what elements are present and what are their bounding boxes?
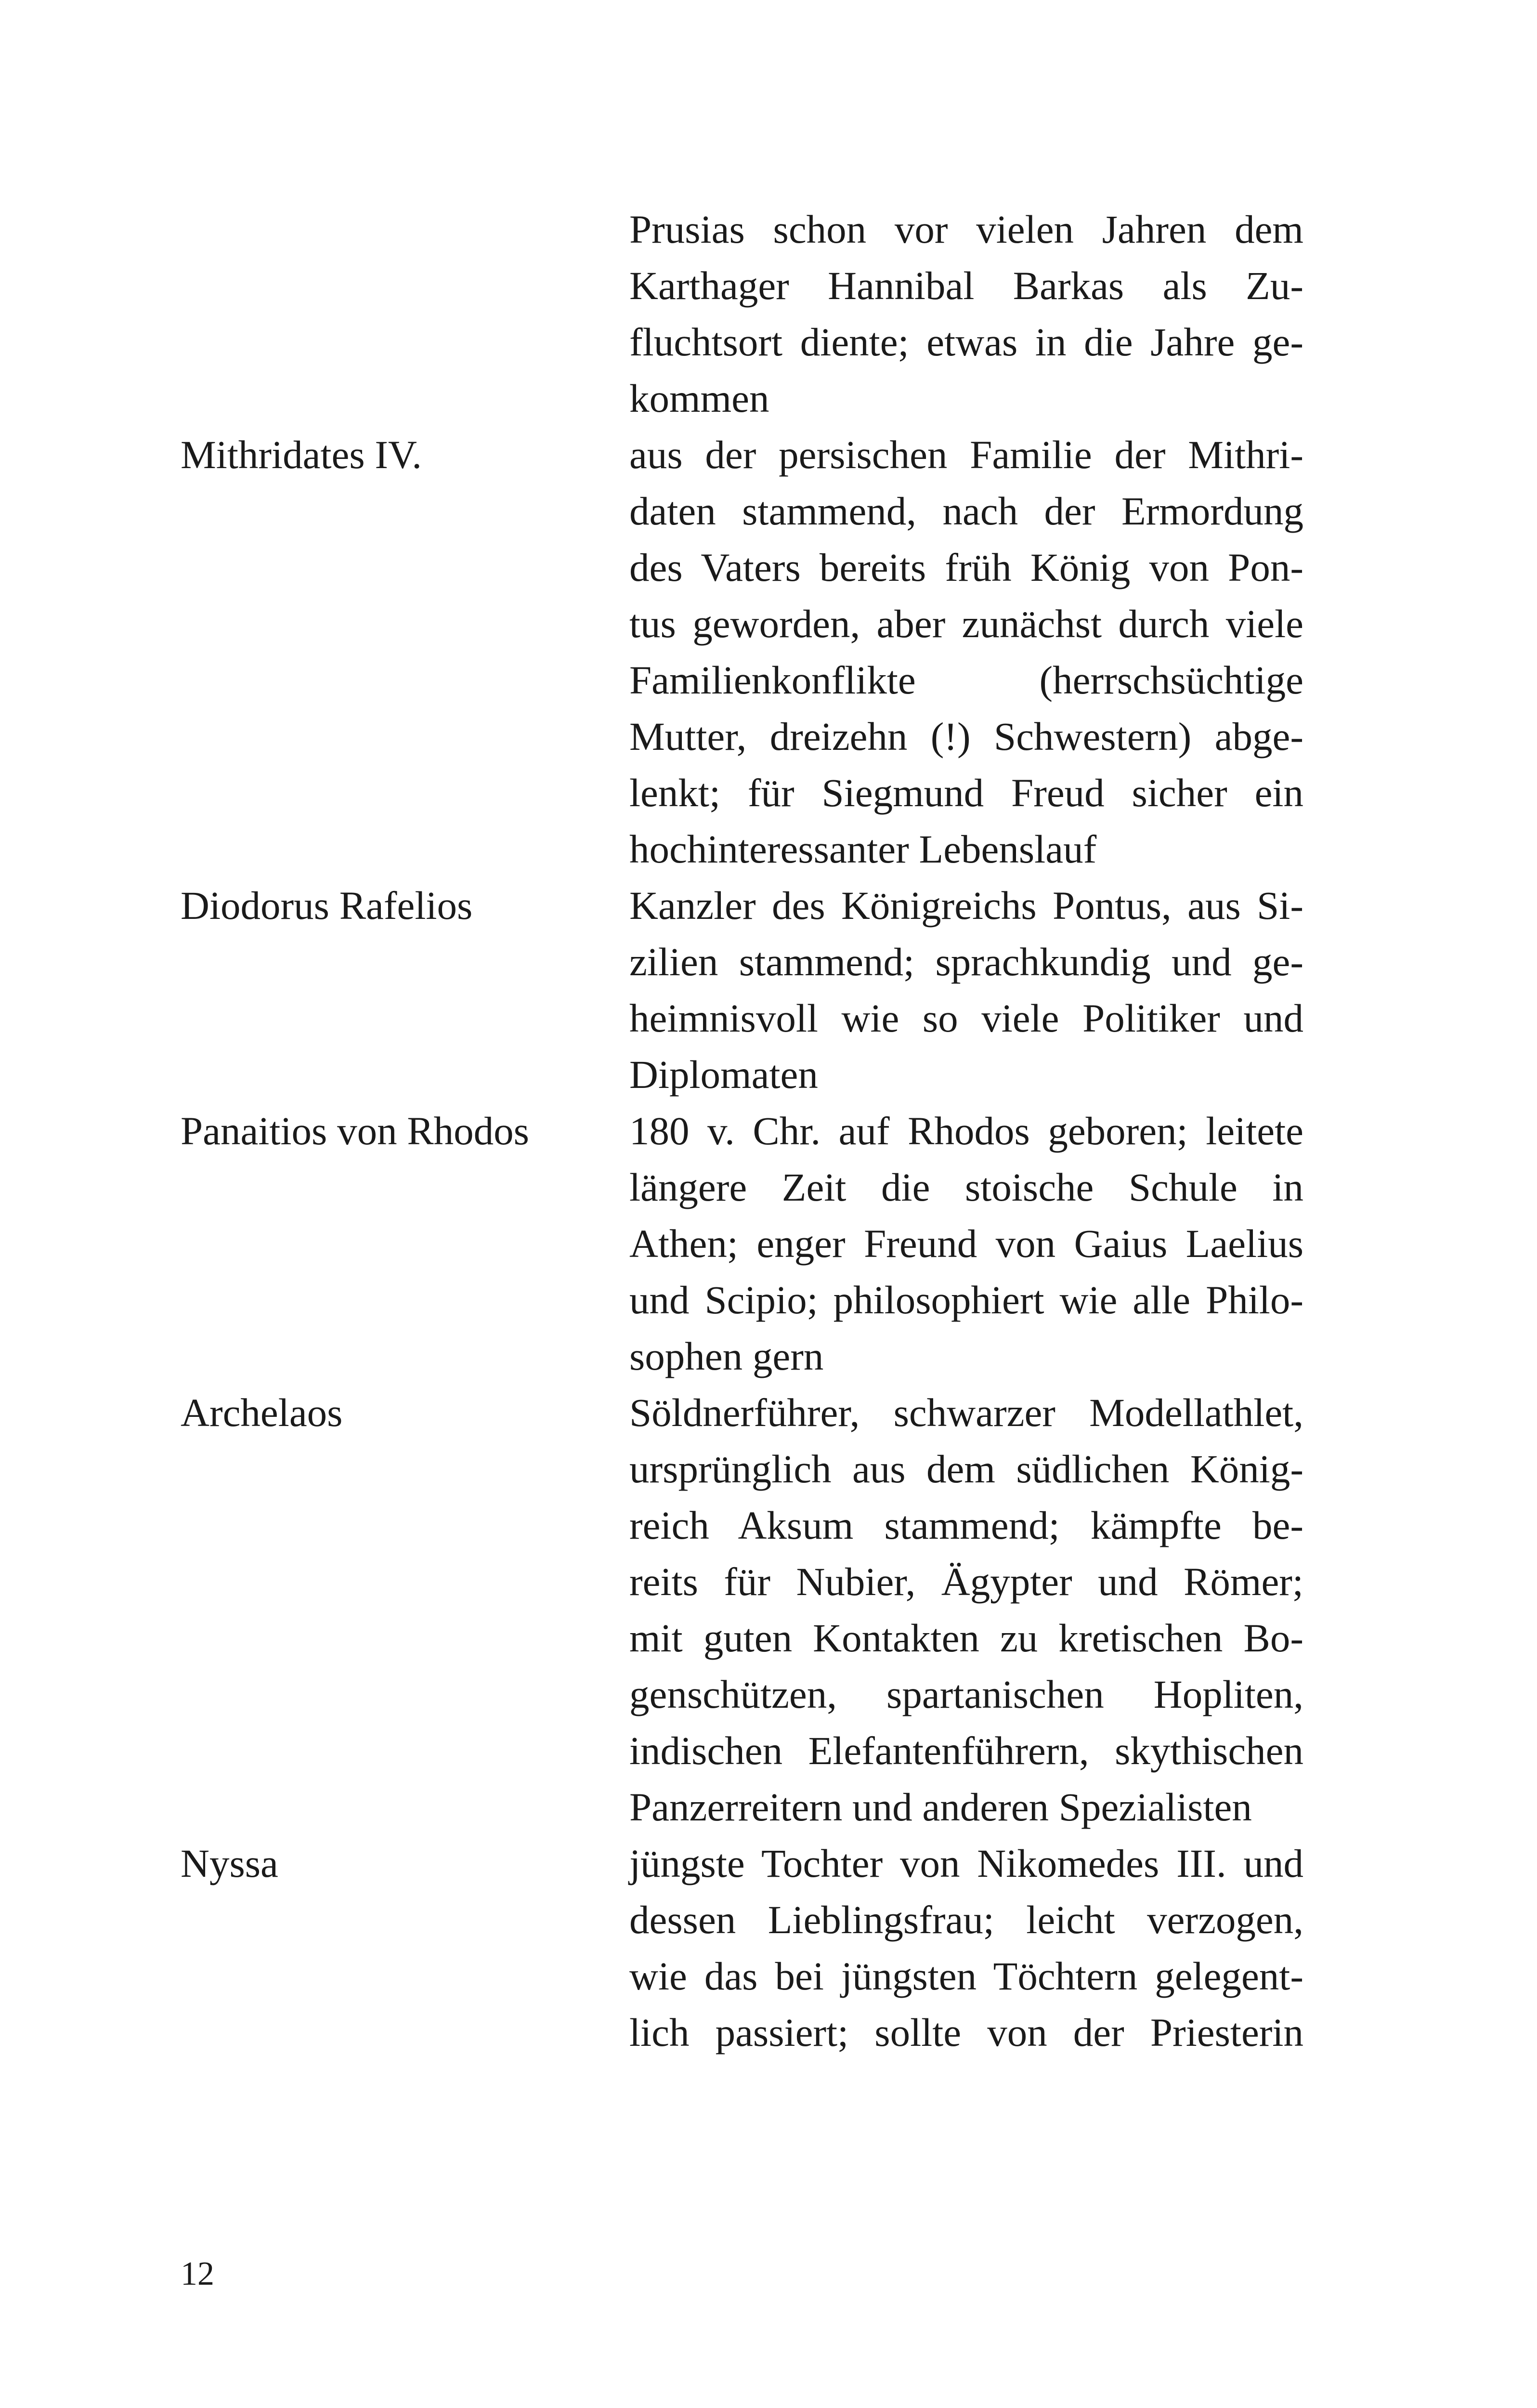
entry-description-line: lenkt; für Siegmund Freud sicher ein: [629, 771, 1303, 815]
entry-description-line: längere Zeit die stoische Schule in: [629, 1165, 1303, 1209]
entry-description-line: indischen Elefantenführern, skythischen: [629, 1728, 1303, 1773]
entry-name: Panaitios von Rhodos: [181, 1109, 529, 1153]
entry-description-line: und Scipio; philosophiert wie alle Philo-: [629, 1278, 1303, 1322]
entry-description-line: mit guten Kontakten zu kretischen Bo-: [629, 1616, 1303, 1660]
entry-description-line: Kanzler des Königreichs Pontus, aus Si-: [629, 883, 1303, 928]
entry-description-line: daten stammend, nach der Ermordung: [629, 489, 1303, 533]
page-number: 12: [181, 2255, 214, 2292]
entry-description-line: genschützen, spartanischen Hopliten,: [629, 1672, 1303, 1716]
entry-description-line: lich passiert; sollte von der Priesterin: [629, 2010, 1303, 2055]
entry-description-line: dessen Lieblingsfrau; leicht verzogen,: [629, 1898, 1303, 1942]
entry-description-line: ursprünglich aus dem südlichen König-: [629, 1447, 1303, 1491]
entry-name: Nyssa: [181, 1841, 278, 1885]
entry-description-line: wie das bei jüngsten Töchtern gelegent-: [629, 1954, 1303, 1998]
entry-description-line: jüngste Tochter von Nikomedes III. und: [629, 1841, 1303, 1885]
entry-description-line: reits für Nubier, Ägypter und Römer;: [629, 1559, 1303, 1604]
entry-description-line: reich Aksum stammend; kämpfte be-: [629, 1503, 1303, 1547]
entry-description-line: zilien stammend; sprachkundig und ge-: [629, 940, 1303, 984]
entry-description-line: des Vaters bereits früh König von Pon-: [629, 545, 1303, 589]
entry-description-line: Athen; enger Freund von Gaius Laelius: [629, 1221, 1303, 1266]
entry-description-line: hochinteressanter Lebenslauf: [629, 827, 1097, 871]
entry-description-line: Diplomaten: [629, 1052, 818, 1097]
entry-description-line: Familienkonflikte (herrschsüchtige: [629, 658, 1303, 702]
entry-description-line: Mutter, dreizehn (!) Schwestern) abge-: [629, 714, 1303, 759]
entry-name: Archelaos: [181, 1390, 343, 1435]
entry-description-line: tus geworden, aber zunächst durch viele: [629, 602, 1303, 646]
entry-description-line: Panzerreitern und anderen Spezialisten: [629, 1785, 1252, 1829]
entry-description-line: kommen: [629, 376, 769, 420]
entry-description-line: Prusias schon vor vielen Jahren dem: [629, 207, 1303, 251]
entry-description-line: Söldnerführer, schwarzer Modellathlet,: [629, 1390, 1303, 1435]
entry-description-line: 180 v. Chr. auf Rhodos geboren; leitete: [629, 1109, 1303, 1153]
entry-description-line: sophen gern: [629, 1334, 824, 1378]
entry-description-line: heimnisvoll wie so viele Politiker und: [629, 996, 1303, 1040]
entry-description-line: fluchtsort diente; etwas in die Jahre ge-: [629, 320, 1303, 364]
entry-name: Mithridates IV.: [181, 432, 422, 477]
entry-name: Diodorus Rafelios: [181, 883, 473, 928]
entry-description-line: aus der persischen Familie der Mithri-: [629, 432, 1303, 477]
entry-description-line: Karthager Hannibal Barkas als Zu-: [629, 263, 1303, 308]
